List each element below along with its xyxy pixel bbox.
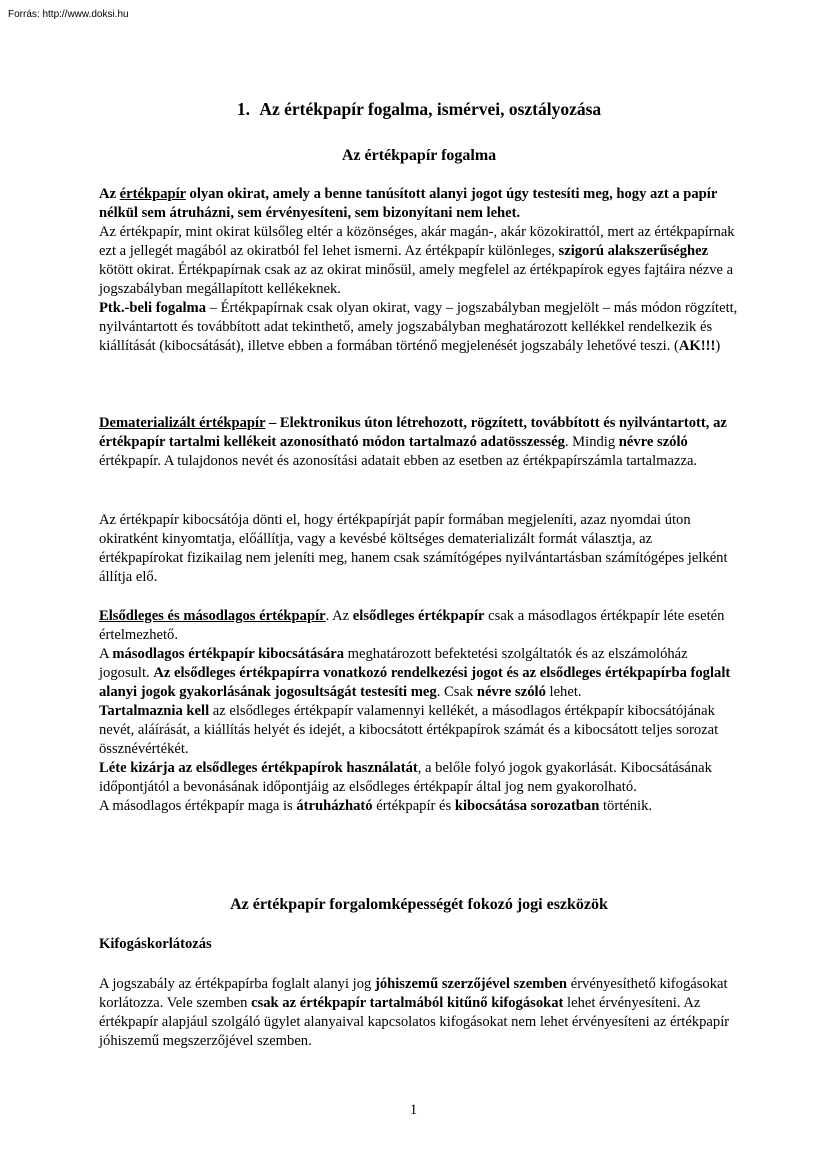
p4-d: névre szóló bbox=[618, 434, 688, 450]
p4-e: értékpapír. A tulajdonos nevét és azonosítási adatait ebben az esetben az értékpapírszámla tartalmazza. bbox=[99, 453, 698, 469]
term-ertekpapir: értékpapír bbox=[119, 186, 186, 202]
p3-a: Ptk.-beli fogalma bbox=[99, 300, 207, 316]
p3-b: – Értékpapírnak csak olyan okirat, vagy – jogszabályban megjelölt – más módon rögzített, nyilvántartott és továbbított adat tekinthető, amely jogszabályban meghatározott kellékkel rendelkezik és kiállítását (kibocsátását), illetve ebben a formában történő megjelenését jogszabály lehetővé teszi. ( bbox=[99, 300, 738, 354]
p11-a: A jogszabály az értékpapírba foglalt alanyi jog bbox=[99, 976, 375, 992]
p7-f: névre szóló bbox=[476, 684, 546, 700]
p9-a: Léte kizárja az elsődleges értékpapírok használatát bbox=[99, 760, 418, 776]
p7-g: lehet. bbox=[545, 684, 582, 700]
page-title bbox=[99, 100, 739, 119]
p11-b: jóhiszemű szerzőjével szemben bbox=[374, 976, 568, 992]
p1-a: Az bbox=[99, 186, 120, 202]
title-number: 1. bbox=[236, 99, 250, 119]
p7-b: másodlagos értékpapír kibocsátására bbox=[112, 646, 345, 662]
p10-d: kibocsátása sorozatban bbox=[454, 798, 600, 814]
page-number: 1 bbox=[409, 1102, 418, 1118]
term-primary-secondary: Elsődleges és másodlagos értékpapír bbox=[99, 608, 326, 624]
paragraph-dematerialized bbox=[99, 414, 739, 471]
title-text: Az értékpapír fogalma, ismérvei, osztályozása bbox=[259, 99, 602, 119]
p11-d: csak az értékpapír tartalmából kitűnő kifogásokat bbox=[251, 995, 564, 1011]
section-heading-tradability: Az értékpapír forgalomképességét fokozó jogi eszközök bbox=[230, 896, 608, 913]
p7-c: meghatározott befektetési szolgáltatók és az elszámolóház jogosult. bbox=[99, 646, 688, 681]
p10-e: történik. bbox=[599, 798, 653, 814]
p10-b: átruházható bbox=[296, 798, 373, 814]
p8-a: Tartalmaznia kell bbox=[99, 703, 210, 719]
p5: Az értékpapír kibocsátója dönti el, hogy értékpapírját papír formában megjeleníti, azaz nyomdai úton okiratként kinyomtatja, előállítja, vagy a kevésbé költséges dematerializált formát választja, az értékpapírokat fizikailag nem jeleníti meg, hanem csak számítógépes nyilvántartásban számítógépes jelként állítja elő. bbox=[99, 512, 728, 585]
p9-b: , a belőle folyó jogok gyakorlását. Kibocsátásának időpontjától a bevonásának időpontjáig az elsődleges értékpapír által jog nem gyakorolható. bbox=[99, 760, 712, 795]
p7-e: . Csak bbox=[436, 684, 477, 700]
paragraph-issuer-decision bbox=[99, 511, 739, 587]
p2-a: Az értékpapír, mint okirat külsőleg eltér a közönséges, akár magán-, akár közokirattól, mert az értékpapírnak ezt a jellegét magából az okiratból fel lehet ismerni. Az értékpapír különleges, bbox=[99, 224, 735, 259]
paragraph-definition bbox=[99, 185, 739, 356]
p7-a: A bbox=[99, 646, 113, 662]
p3-c: AK!!! bbox=[678, 338, 716, 354]
paragraph-primary-secondary bbox=[99, 607, 739, 816]
subheading-kifogaskorlatozas: Kifogáskorlátozás bbox=[99, 936, 212, 952]
p1-c: olyan okirat, amely a benne tanúsított alanyi jogot úgy testesíti meg, hogy azt a papír nélkül sem átruházni, sem érvényesíteni, sem bizonyítani nem lehet. bbox=[99, 186, 718, 221]
p6-c: elsődleges értékpapír bbox=[352, 608, 485, 624]
p4-b: – Elektronikus úton létrehozott, rögzített, továbbított és nyilvántartott, az értékpapír tartalmi kellékeit azonosítható módon tartalmazó adatösszesség bbox=[99, 415, 727, 450]
term-dematerialized: Dematerializált értékpapír bbox=[99, 415, 266, 431]
p8-b: az elsődleges értékpapír valamennyi kellékét, a másodlagos értékpapír kibocsátójának nevét, aláírását, a kiállítás helyét és idejét, a kibocsátott értékpapírok számát és a kibocsátott teljes sorozat össznévértékét. bbox=[99, 703, 719, 757]
source-line: Forrás: http://www.doksi.hu bbox=[8, 9, 129, 20]
section-heading-definition: Az értékpapír fogalma bbox=[341, 147, 497, 164]
p4-c: . Mindig bbox=[564, 434, 619, 450]
p10-a: A másodlagos értékpapír maga is bbox=[99, 798, 297, 814]
p11-e: lehet érvényesíteni. Az értékpapír alapjául szolgáló ügylet alanyaival kapcsolatos kifogásokat nem lehet érvényesíteni az értékpapír jóhiszemű megszerzőjével szemben. bbox=[99, 995, 730, 1049]
p10-c: értékpapír és bbox=[372, 798, 455, 814]
p2-b: szigorú alakszerűséghez bbox=[558, 243, 709, 259]
p3-d: ) bbox=[715, 338, 721, 354]
p6-b: . Az bbox=[325, 608, 353, 624]
p6-d: csak a másodlagos értékpapír léte esetén értelmezhető. bbox=[99, 608, 725, 643]
p7-d: Az elsődleges értékpapírra vonatkozó rendelkezési jogot és az elsődleges értékpapírba foglalt alanyi jogok gyakorlásának jogosultságát testesíti meg bbox=[99, 665, 731, 700]
paragraph-objection-limit bbox=[99, 975, 739, 1051]
p11-c: érvényesíthető kifogásokat korlátozza. Vele szemben bbox=[99, 976, 728, 1011]
p2-c: kötött okirat. Értékpapírnak csak az az okirat minősül, amely megfelel az értékpapírok egyes fajtáira nézve a jogszabályban megállapított kellékeknek. bbox=[99, 262, 734, 297]
